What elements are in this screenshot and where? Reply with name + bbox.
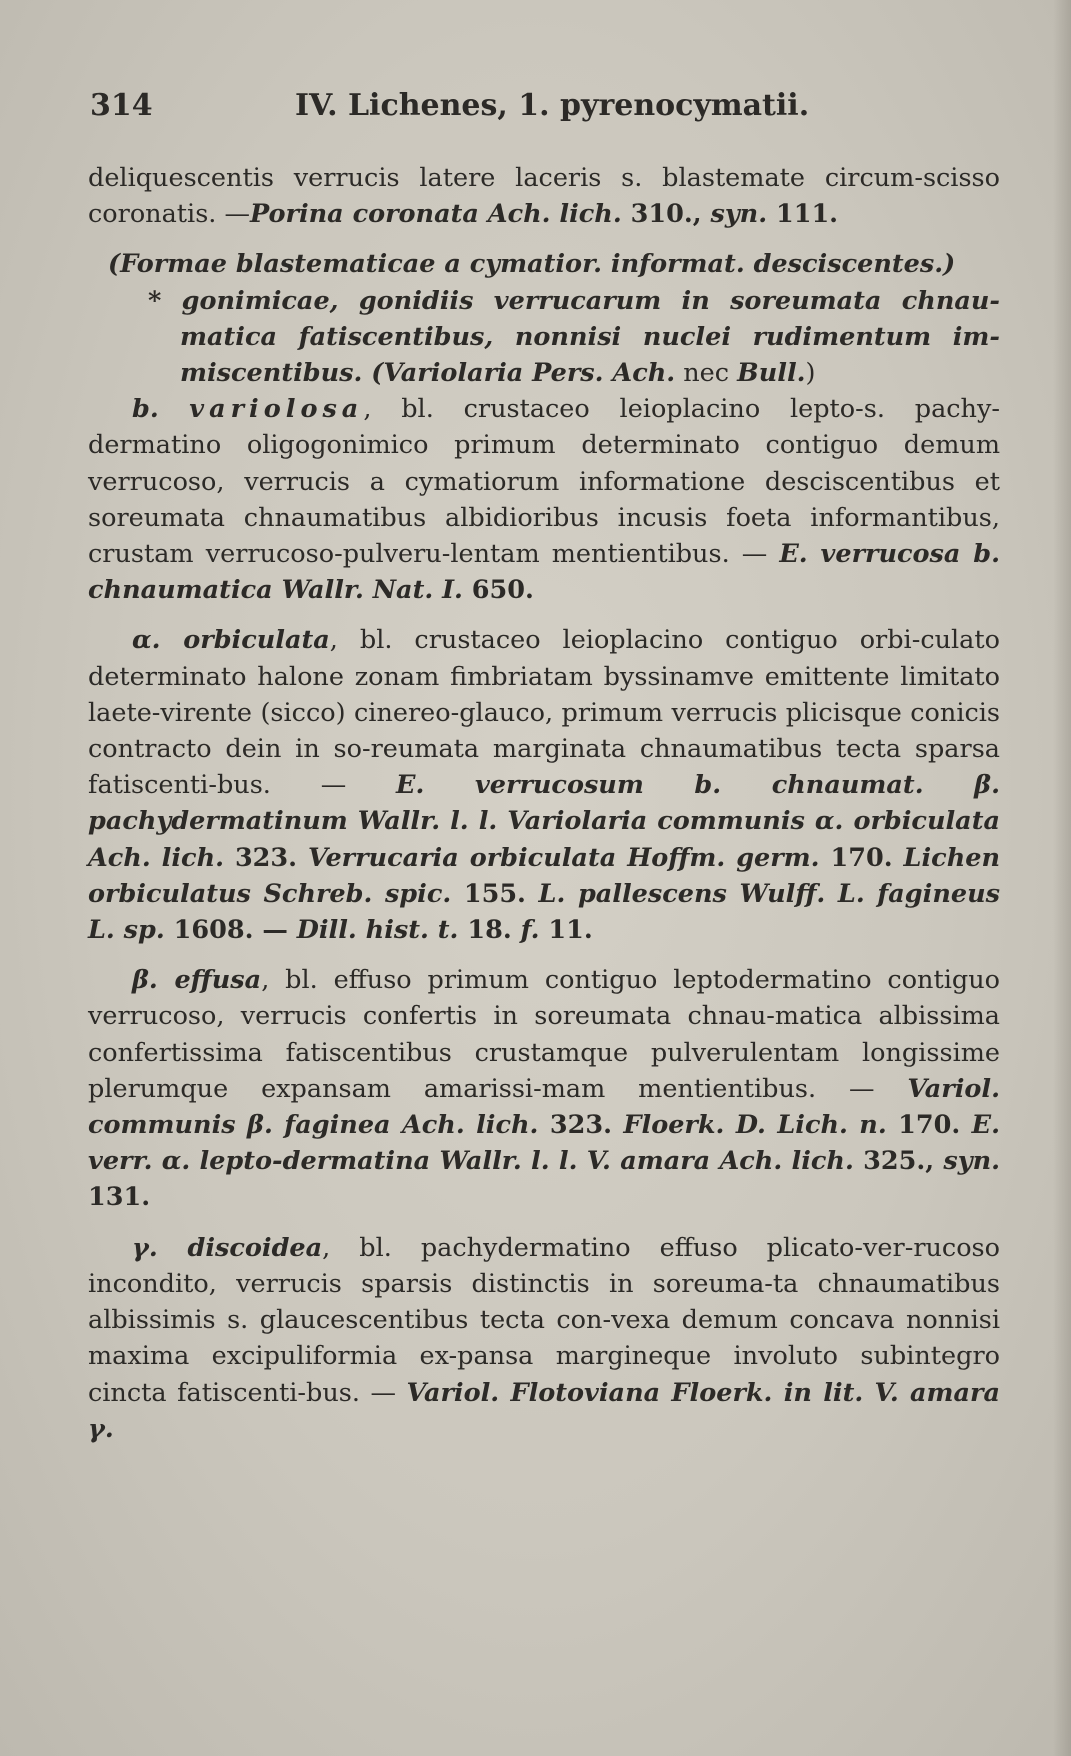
text: , bl. crustaceo leioplacino lepto-s. pachy-dermatino oligogonimico primum determinato contiguo demum verrucoso, verrucis a cymatiorum informatione desciscentibus et soreumata chnaumatibus albidioribus incusis foeta informantibus, crustam verrucoso-pulveru-lentam mentientibus. — (88, 394, 1000, 570)
text: 18. (458, 915, 521, 946)
running-title: IV. Lichenes, 1. pyrenocymatii. (295, 88, 810, 123)
citation: f. (520, 915, 540, 946)
paragraph-variolosa (88, 391, 1000, 608)
citation: E. verrucosum b. chnaumat. β. pachydermatinum Wallr. l. l. Variolaria communis α. orbiculata Ach. lich. (88, 770, 1000, 873)
citation: L. pallescens Wulff. L. fagineus L. sp. (88, 878, 1000, 946)
text: 1608. — (164, 915, 297, 946)
citation: Bull. (737, 358, 806, 389)
citation: Lichen orbiculatus Schreb. spic. (88, 842, 1000, 909)
taxon-name: discoidea (187, 1232, 323, 1263)
citation: Variol. Flotoviana Floerk. in lit. V. amara γ. (88, 1377, 1000, 1444)
text: deliquescentis verrucis latere laceris s. blastemate circum-scisso coronatis. — (88, 163, 1000, 230)
text: 131. (88, 1182, 151, 1213)
page-header (90, 88, 1010, 132)
text: 323. (538, 1110, 624, 1141)
text: , bl. effuso primum contiguo leptodermatino contiguo verrucoso, verrucis confertis in soreumata chnau-matica albissima confertissima fatiscentibus crustamque pulverulentam longissime plerumque expansam amarissi-mam mentientibus. — (88, 965, 1000, 1104)
text: 170. (819, 842, 904, 873)
asterisk-marker: * (148, 285, 182, 316)
paragraph-discoidea (88, 1230, 1000, 1447)
citation: Variolaria Pers. Ach. (383, 358, 676, 389)
paragraph-effusa (88, 962, 1000, 1215)
page-number: 314 (90, 88, 153, 123)
citation: E. verr. α. lepto-dermatina Wallr. l. l. V. amara Ach. lich. (88, 1110, 1000, 1177)
entry-label: γ. (132, 1232, 188, 1263)
entry-label: b. (132, 394, 190, 425)
text: 325., (853, 1146, 944, 1177)
entry-label: α. (132, 625, 184, 656)
text: 323. (224, 842, 308, 873)
text: 11. (539, 915, 593, 946)
paragraph-gonimicae (88, 283, 1000, 392)
text: 310., (621, 199, 711, 230)
citation: Floerk. D. Lich. n. (623, 1110, 887, 1141)
text: , bl. pachydermatino effuso plicato-ver-rucoso incondito, verrucis sparsis distinctis in soreuma-ta chnaumatibus albissimis s. glaucescentibus tecta con-vexa demum concava nonnisi maxima excipuliformia ex-pansa margineque involuto subintegro cincta fatiscenti-bus. — (88, 1232, 1001, 1408)
entry-label: β. (132, 965, 175, 996)
section-heading (88, 246, 1000, 282)
text: nec (675, 358, 738, 389)
citation: syn. (943, 1146, 1000, 1177)
citation: syn. (710, 199, 768, 230)
paragraph-orbiculata (88, 622, 1000, 948)
text: gonimicae, gonidiis verrucarum in soreumata chnau-matica fatiscentibus, nonnisi nuclei rudimentum im-miscentibus. ( (180, 285, 1001, 389)
taxon-name: variolosa (189, 394, 364, 425)
page-edge-shadow (1053, 0, 1071, 1756)
text: , bl. crustaceo leioplacino contiguo orbi-culato determinato halone zonam fimbriatam byssinamve emittente limitato laete-virente (sicco) cinereo-glauco, primum verrucis plicisque conicis contracto dein in so-reumata marginata chnaumatibus tecta sparsa fatiscenti-bus. — (88, 625, 1000, 801)
page-body (88, 160, 1000, 1447)
citation: Variol. communis β. faginea Ach. lich. (88, 1073, 1000, 1141)
text: ) (805, 358, 816, 389)
citation: Dill. hist. t. (296, 915, 459, 946)
text: 155. (451, 878, 539, 909)
text: 650. (462, 575, 534, 606)
text: 111. (767, 199, 839, 230)
taxon-name: orbiculata (183, 625, 330, 656)
citation: Porina coronata Ach. lich. (250, 199, 622, 230)
text: 170. (886, 1110, 972, 1141)
paragraph-porina (88, 160, 1000, 232)
taxon-name: effusa (174, 965, 262, 996)
citation: Verrucaria orbiculata Hoffm. germ. (308, 842, 820, 873)
citation: E. verrucosa b. chnaumatica Wallr. Nat. I. (88, 539, 1000, 606)
heading-text: (Formae blastematicae a cymatior. informat. desciscentes.) (108, 249, 956, 280)
